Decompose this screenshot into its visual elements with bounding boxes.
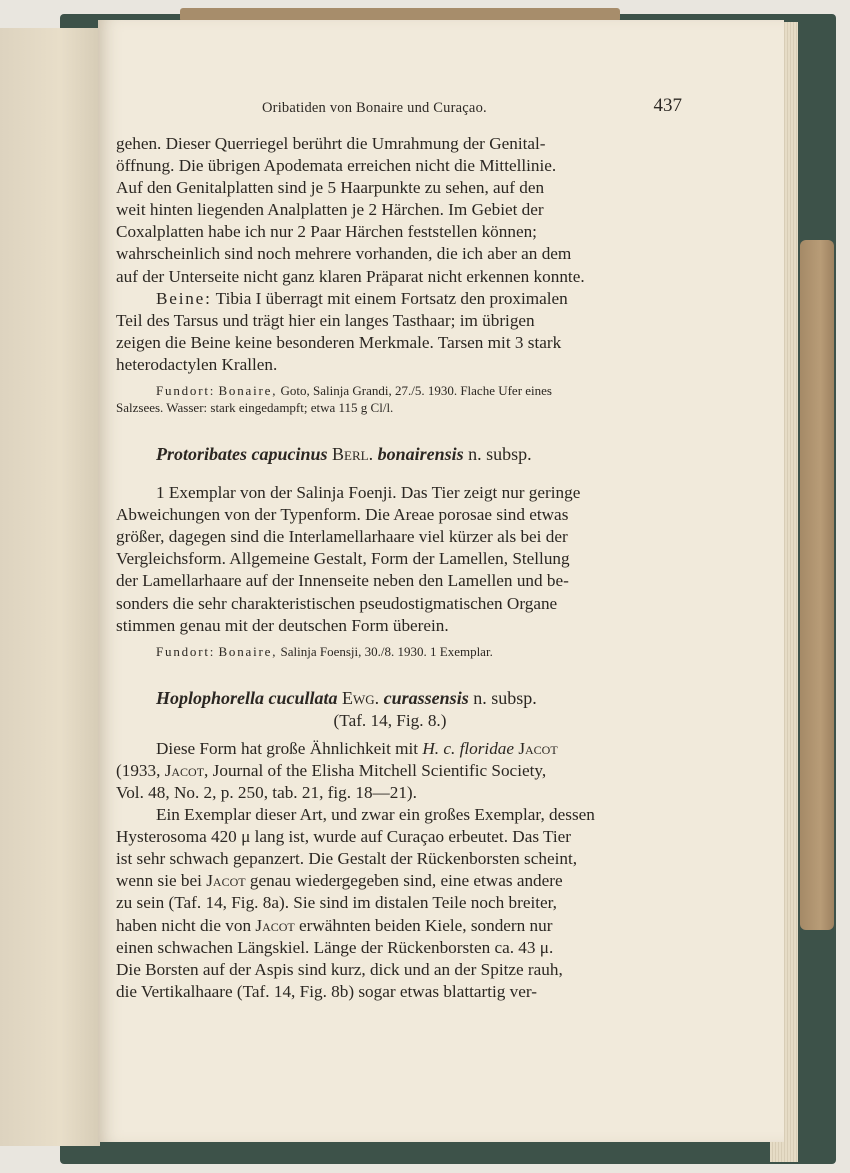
figure-reference: (Taf. 14, Fig. 8.) [333, 710, 447, 730]
taxon-rank: n. subsp. [473, 687, 537, 708]
text-line: Auf den Genitalplatten sind je 5 Haarpunkte zu sehen, auf den [116, 178, 545, 198]
text-line: Hysterosoma 420 μ lang ist, wurde auf Curaçao erbeutet. Das Tier [116, 827, 572, 847]
text-line: zeigen die Beine keine besonderen Merkmale. Tarsen mit 3 stark [116, 332, 562, 352]
legs-text: Tibia I überragt mit einem Fortsatz den proximalen [215, 288, 568, 308]
page-header [262, 95, 682, 121]
text-line: der Lamellarhaare auf der Innenseite neben den Lamellen und be- [116, 571, 569, 591]
subspecies-name: curassensis [383, 687, 469, 708]
text-line: haben nicht die von Jacot erwähnten beiden Kiele, sondern nur [116, 915, 553, 935]
paragraph-genital-plates [116, 133, 664, 288]
text-line: Vol. 48, No. 2, p. 250, tab. 21, fig. 18—21). [116, 782, 417, 802]
text-line: ist sehr schwach gepanzert. Die Gestalt der Rückenborsten scheint, [116, 849, 578, 869]
text-line: gehen. Dieser Querriegel berührt die Umrahmung der Genital- [116, 134, 546, 153]
text-line: auf der Unterseite nicht ganz klaren Präparat nicht erkennen konnte. [116, 266, 585, 286]
locality-text: Goto, Salinja Grandi, 27./5. 1930. Flache Ufer eines [280, 383, 552, 399]
page-number: 437 [653, 95, 682, 116]
body-text [116, 133, 664, 1003]
text-line: zu sein (Taf. 14, Fig. 8a). Sie sind im distalen Teile noch breiter, [116, 893, 557, 913]
text-line: größer, dagegen sind die Interlamellarhaare viel kürzer als bei der [116, 527, 568, 547]
text-line: Ein Exemplar dieser Art, und zwar ein großes Exemplar, dessen [156, 805, 595, 825]
locality-place: Bonaire, [218, 383, 278, 399]
text-line [116, 288, 664, 310]
text-line: die Vertikalhaare (Taf. 14, Fig. 8b) sogar etwas blattartig ver- [116, 981, 537, 1001]
text-line: Coxalplatten habe ich nur 2 Paar Härchen feststellen können; [116, 222, 537, 242]
species-name: Hoplophorella cucullata [156, 687, 338, 708]
text-line: stimmen genau mit der deutschen Form überein. [116, 615, 449, 635]
author-name: Jacot [206, 871, 246, 891]
text-line: Die Borsten auf der Aspis sind kurz, dick und an der Spitze rauh, [116, 959, 563, 979]
locality-label: Fundort: [156, 383, 216, 399]
author-name: Jacot [255, 915, 295, 935]
text-line: weit hinten liegenden Analplatten je 2 Härchen. Im Gebiet der [116, 200, 544, 220]
text-line: sonders die sehr charakteristischen pseudostigmatischen Organe [116, 593, 558, 613]
text-line: Vergleichsform. Allgemeine Gestalt, Form der Lamellen, Stellung [116, 549, 570, 569]
text-line: Abweichungen von der Typenform. Die Areae porosae sind etwas [116, 505, 569, 525]
paragraph-similarity [116, 738, 664, 804]
species-heading-hoplophorella [116, 686, 664, 710]
locality-note-2 [116, 643, 664, 660]
species-heading-protoribates [116, 442, 664, 466]
left-page-edge [0, 28, 100, 1146]
locality-label: Fundort: [156, 643, 216, 659]
locality-text: Salinja Foensji, 30./8. 1930. 1 Exemplar. [280, 643, 493, 659]
text-line: heterodactylen Krallen. [116, 354, 278, 374]
author-name: Jacot, [164, 760, 209, 780]
text-line: wahrscheinlich sind noch mehrere vorhanden, die ich aber an dem [116, 244, 572, 264]
species-author: Ewg. [342, 687, 380, 708]
locality-place: Bonaire, [218, 643, 278, 659]
taxon-reference: H. c. floridae [422, 738, 515, 758]
locality-note-1 [116, 382, 664, 416]
text-line: öffnung. Die übrigen Apodemata erreichen nicht die Mittellinie. [116, 156, 557, 176]
running-head: Oribatiden von Bonaire und Curaçao. [262, 100, 487, 116]
species-author: Berl. [332, 444, 374, 465]
text-line: (1933, Jacot, Journal of the Elisha Mitchell Scientific Society, [116, 760, 547, 780]
author-name: Jacot [518, 738, 558, 758]
paragraph-legs [116, 288, 664, 376]
paragraph-protoribates [116, 482, 664, 637]
text-line: Diese Form hat große Ähnlichkeit mit H. c. floridae Jacot [156, 738, 558, 758]
binding-tape-right [800, 240, 834, 930]
legs-label: Beine: [156, 288, 212, 308]
paragraph-specimen [116, 804, 664, 1003]
text-line [116, 382, 664, 399]
text-line: wenn sie bei Jacot genau wiedergegeben sind, eine etwas andere [116, 871, 563, 891]
taxon-rank: n. subsp. [468, 444, 532, 465]
subspecies-name: bonairensis [377, 444, 464, 465]
species-name: Protoribates capucinus [156, 444, 328, 465]
text-line: 1 Exemplar von der Salinja Foenji. Das Tier zeigt nur geringe [156, 483, 581, 503]
text-line: einen schwachen Längskiel. Länge der Rückenborsten ca. 43 μ. [116, 937, 554, 957]
text-line: Teil des Tarsus und trägt hier ein langes Tasthaar; im übrigen [116, 310, 535, 330]
text-line: Salzsees. Wasser: stark eingedampft; etwa 115 g Cl/l. [116, 400, 394, 416]
